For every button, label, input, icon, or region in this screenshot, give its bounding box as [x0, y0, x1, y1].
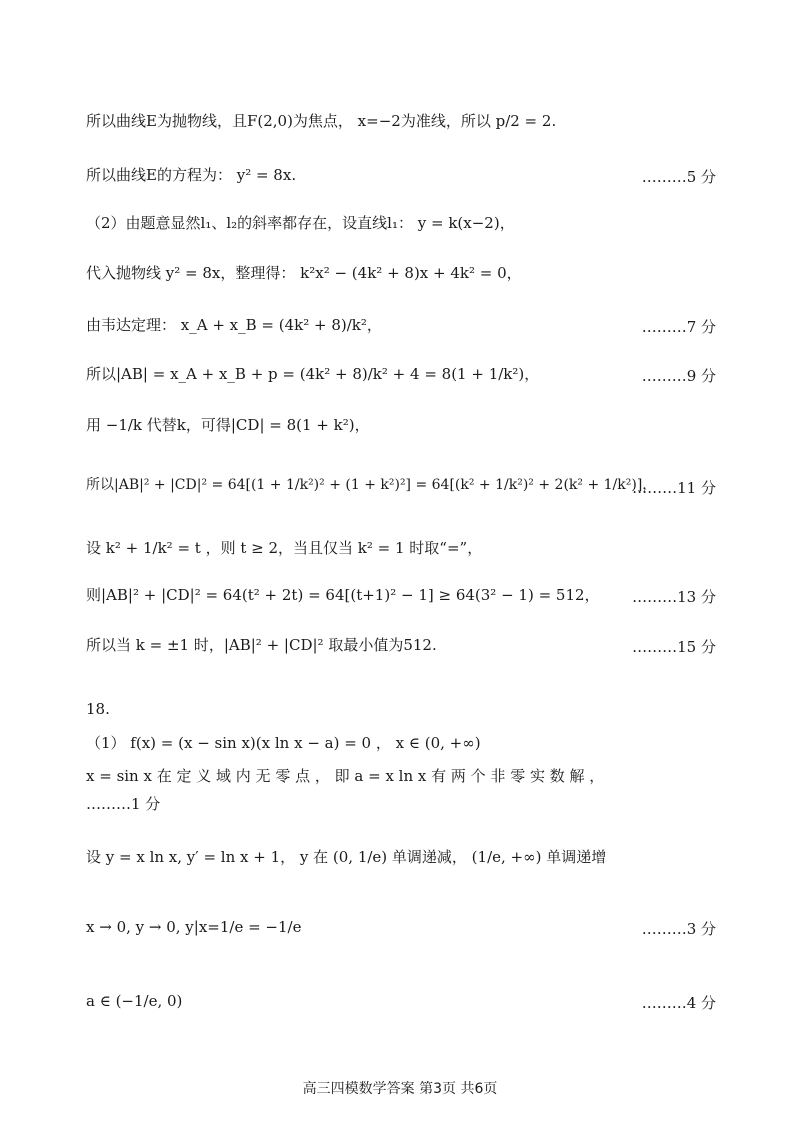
line-11: 所以当 k = ±1 时，|AB|² + |CD|² 取最小值为512. — [86, 636, 437, 654]
score-5: ………5 分 — [641, 168, 716, 186]
line-5: 由韦达定理： x_A + x_B = (4k² + 8)/k²， — [86, 316, 382, 334]
score-15: ………15 分 — [632, 638, 716, 656]
line-2: 所以曲线E的方程为： y² = 8x. — [86, 166, 297, 184]
line-13: （1） f(x) = (x − sin x)(x ln x − a) = 0 ， x ∈ (0, +∞) — [86, 734, 481, 752]
score-13: ………13 分 — [632, 588, 716, 606]
line-15: ………1 分 — [86, 795, 161, 813]
line-18: a ∈ (−1/e, 0) — [86, 992, 183, 1010]
line-1: 所以曲线E为抛物线，且F(2,0)为焦点， x=−2为准线，所以 p/2 = 2. — [86, 112, 557, 130]
line-16: 设 y = x ln x, y′ = ln x + 1， y 在 (0, 1/e) 单调递减， (1/e, +∞) 单调递增 — [86, 848, 607, 866]
line-14: x = sin x 在 定 义 域 内 无 零 点 ， 即 a = x ln x 有 两 个 非 零 实 数 解 ， — [86, 767, 605, 785]
line-3: （2）由题意显然l₁、l₂的斜率都存在，设直线l₁： y = k(x−2)， — [86, 214, 515, 232]
line-8: 所以|AB|² + |CD|² = 64[(1 + 1/k²)² + (1 + k²)²] = 64[(k² + 1/k²)² + 2(k² + 1/k²)]， — [86, 477, 657, 493]
line-4: 代入抛物线 y² = 8x，整理得： k²x² − (4k² + 8)x + 4k² = 0， — [86, 264, 522, 282]
line-9: 设 k² + 1/k² = t ，则 t ≥ 2，当且仅当 k² = 1 时取“=”， — [86, 539, 483, 557]
problem-number: 18. — [86, 700, 110, 718]
score-4: ………4 分 — [641, 994, 716, 1012]
score-11: ………11 分 — [632, 479, 716, 497]
score-3: ………3 分 — [641, 920, 716, 938]
line-7: 用 −1/k 代替k，可得|CD| = 8(1 + k²)， — [86, 416, 370, 434]
score-9: ………9 分 — [641, 367, 716, 385]
score-7: ………7 分 — [641, 318, 716, 336]
line-10: 则|AB|² + |CD|² = 64(t² + 2t) = 64[(t+1)² − 1] ≥ 64(3² − 1) = 512， — [86, 586, 600, 604]
line-6: 所以|AB| = x_A + x_B + p = (4k² + 8)/k² + 4 = 8(1 + 1/k²)， — [86, 365, 540, 383]
page-footer: 高三四模数学答案 第3页 共6页 — [302, 1081, 498, 1097]
line-17: x → 0, y → 0, y|x=1/e = −1/e — [86, 918, 302, 936]
